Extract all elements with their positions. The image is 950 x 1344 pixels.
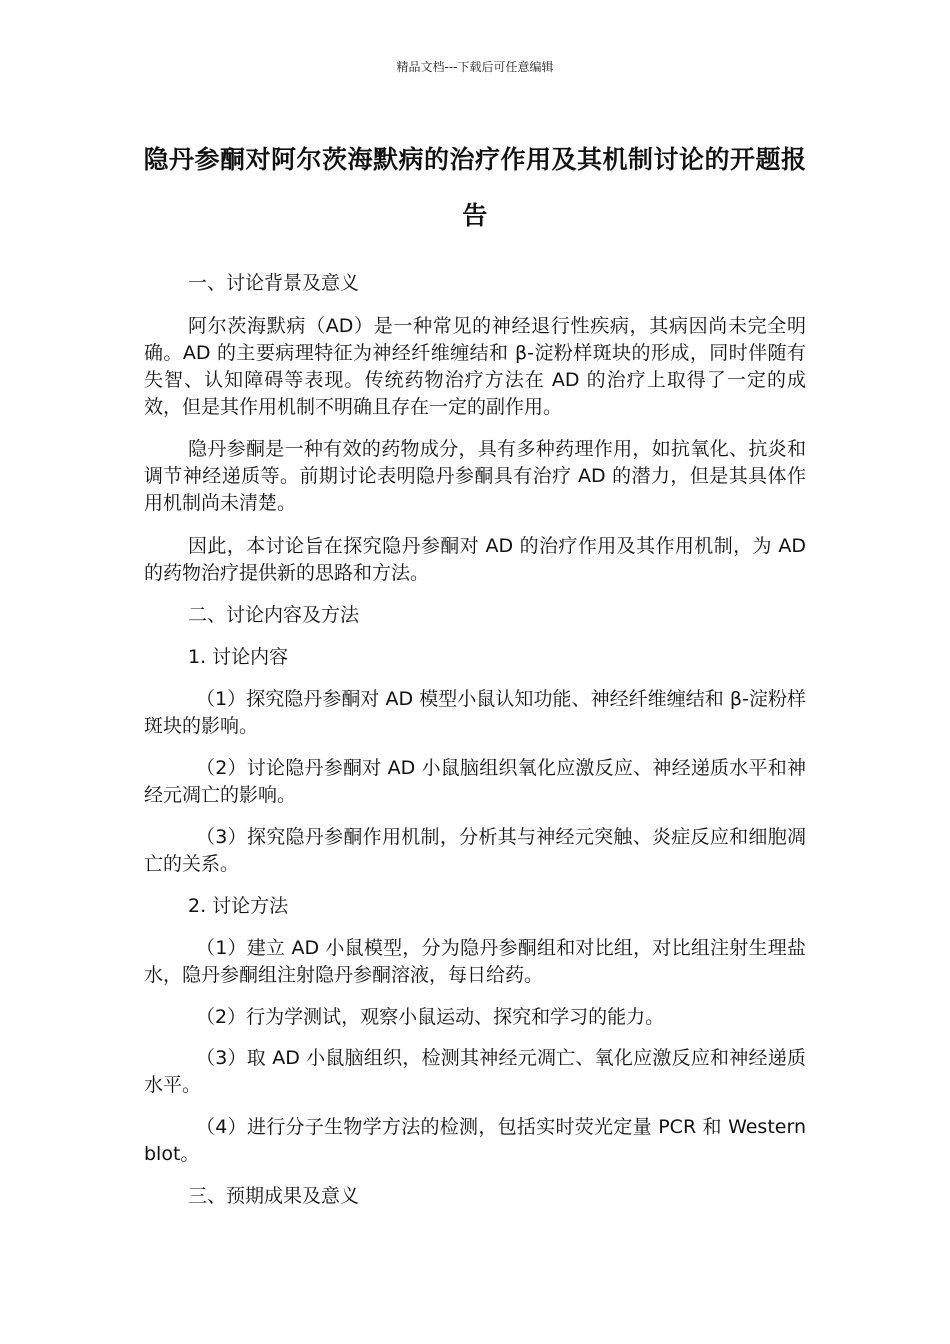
content-item-1: （1）探究隐丹参酮对 AD 模型小鼠认知功能、神经纤维缠结和 β-淀粉样斑块的影响。 — [144, 688, 806, 737]
subheading-content: 1. 讨论内容 — [188, 646, 289, 668]
section-heading-content-methods: 二、讨论内容及方法 — [188, 604, 360, 626]
method-item-2: （2）行为学测试，观察小鼠运动、探究和学习的能力。 — [196, 1006, 665, 1028]
method-item-4: （4）进行分子生物学方法的检测，包括实时荧光定量 PCR 和 Western blot。 — [144, 1116, 806, 1165]
section-heading-outcomes: 三、预期成果及意义 — [188, 1185, 360, 1207]
section-heading-background: 一、讨论背景及意义 — [188, 272, 360, 294]
method-item-3: （3）取 AD 小鼠脑组织，检测其神经元凋亡、氧化应激反应和神经递质水平。 — [144, 1047, 806, 1096]
method-item-1: （1）建立 AD 小鼠模型，分为隐丹参酮组和对比组，对比组注射生理盐水，隐丹参酮组注射隐丹参酮溶液，每日给药。 — [144, 937, 806, 986]
subheading-methods: 2. 讨论方法 — [188, 895, 289, 917]
content-item-2: （2）讨论隐丹参酮对 AD 小鼠脑组织氧化应激反应、神经递质水平和神经元凋亡的影响。 — [144, 757, 806, 806]
content-item-3: （3）探究隐丹参酮作用机制，分析其与神经元突触、炎症反应和细胞凋亡的关系。 — [144, 826, 806, 875]
document-title: 隐丹参酮对阿尔茨海默病的治疗作用及其机制讨论的开题报告 — [143, 145, 807, 230]
paragraph-background-3: 因此，本讨论旨在探究隐丹参酮对 AD 的治疗作用及其作用机制，为 AD 的药物治疗提供新的思路和方法。 — [144, 535, 806, 584]
header-note: 精品文档---下载后可任意编辑 — [396, 60, 554, 74]
paragraph-background-1: 阿尔茨海默病（AD）是一种常见的神经退行性疾病，其病因尚未完全明确。AD 的主要病理特征为神经纤维缠结和 β-淀粉样斑块的形成，同时伴随有失智、认知障碍等表现。传统药物治疗方法在 AD 的治疗上取得了一定的成效，但是其作用机制不明确且存在一定的副作用。 — [144, 315, 806, 418]
paragraph-background-2: 隐丹参酮是一种有效的药物成分，具有多种药理作用，如抗氧化、抗炎和调节神经递质等。前期讨论表明隐丹参酮具有治疗 AD 的潜力，但是其具体作用机制尚未清楚。 — [144, 438, 806, 514]
